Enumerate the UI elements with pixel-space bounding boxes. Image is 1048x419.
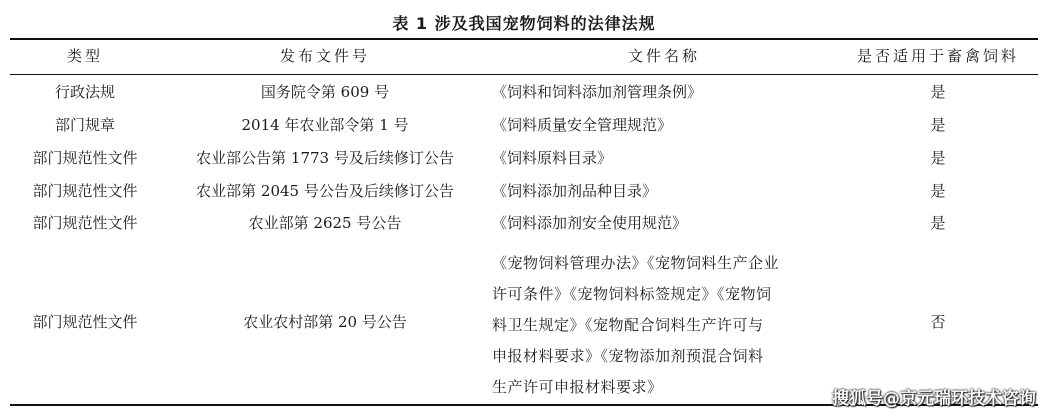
table-row bbox=[10, 109, 1038, 141]
doc-name-line: 生产许可申报材料要求》 bbox=[492, 378, 663, 396]
table-row bbox=[10, 207, 1038, 239]
cell-type: 部门规范性文件 bbox=[32, 313, 138, 331]
watermark-text: 搜狐号@京元瑞环技术咨询 bbox=[832, 389, 1036, 409]
cell-applicable: 是 bbox=[930, 182, 946, 200]
header-applicable: 是否适用于畜禽饲料 bbox=[856, 47, 1019, 65]
header-doc-name: 文件名称 bbox=[627, 47, 700, 65]
header-doc-no: 发布文件号 bbox=[279, 47, 370, 65]
cell-type: 部门规章 bbox=[54, 116, 115, 134]
doc-name-line: 《宠物饲料管理办法》《宠物饲料生产企业 bbox=[492, 254, 780, 272]
cell-doc-name-multiline bbox=[492, 248, 836, 403]
cell-applicable: 是 bbox=[930, 83, 946, 101]
table-header-rule bbox=[10, 74, 1038, 75]
table-caption: 表 1 涉及我国宠物饲料的法律法规 bbox=[392, 14, 656, 33]
table-row bbox=[10, 76, 1038, 108]
cell-doc-name: 《饲料质量安全管理规范》 bbox=[492, 116, 673, 134]
cell-doc-name: 《饲料添加剂品种目录》 bbox=[492, 182, 658, 200]
cell-doc-no: 农业部第 2625 号公告 bbox=[248, 214, 402, 232]
cell-doc-name: 《饲料原料目录》 bbox=[492, 149, 613, 167]
cell-type: 部门规范性文件 bbox=[32, 214, 138, 232]
cell-applicable: 否 bbox=[930, 313, 946, 331]
cell-doc-name: 《饲料和饲料添加剂管理条例》 bbox=[492, 83, 703, 101]
table-row bbox=[10, 175, 1038, 207]
doc-name-line: 申报材料要求》《宠物添加剂预混合饲料 bbox=[492, 347, 764, 365]
cell-doc-no: 农业部第 2045 号公告及后续修订公告 bbox=[196, 182, 454, 200]
header-type: 类型 bbox=[66, 47, 103, 65]
cell-type: 部门规范性文件 bbox=[32, 149, 138, 167]
doc-name-line: 料卫生规定》《宠物配合饲料生产许可与 bbox=[492, 316, 764, 334]
cell-doc-no: 农业部公告第 1773 号及后续修订公告 bbox=[196, 149, 454, 167]
cell-type: 部门规范性文件 bbox=[32, 182, 138, 200]
cell-applicable: 是 bbox=[930, 116, 946, 134]
table-row bbox=[10, 142, 1038, 174]
cell-type: 行政法规 bbox=[54, 83, 115, 101]
cell-doc-no: 国务院令第 609 号 bbox=[260, 83, 390, 101]
cell-applicable: 是 bbox=[930, 214, 946, 232]
doc-name-line: 许可条件》《宠物饲料标签规定》《宠物饲 bbox=[492, 285, 772, 303]
cell-doc-no: 2014 年农业部令第 1 号 bbox=[241, 116, 409, 134]
cell-applicable: 是 bbox=[930, 149, 946, 167]
cell-doc-name: 《饲料添加剂安全使用规范》 bbox=[492, 214, 688, 232]
cell-doc-no: 农业农村部第 20 号公告 bbox=[243, 313, 407, 331]
table-header-row bbox=[10, 40, 1038, 72]
